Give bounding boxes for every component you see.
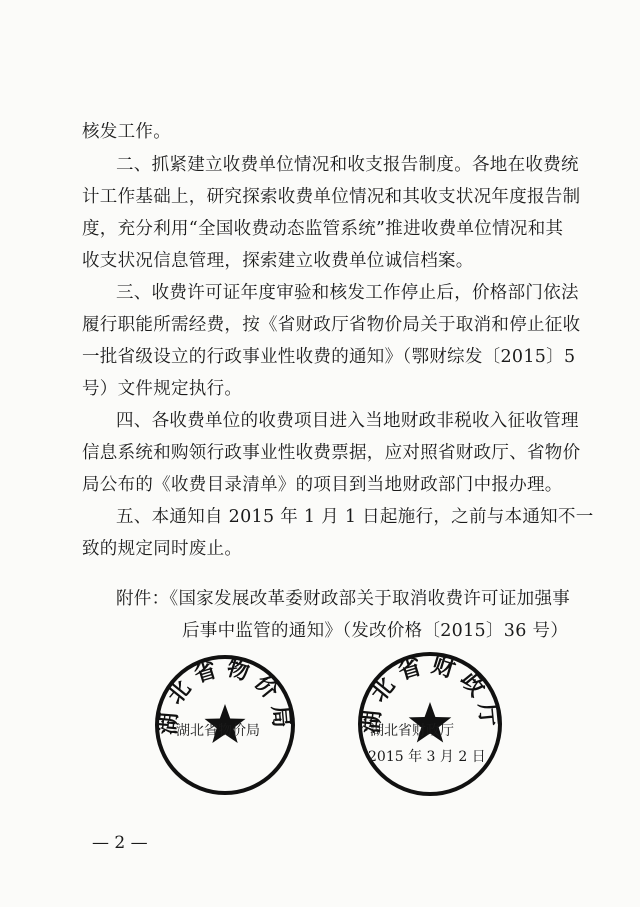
body-line-5: 收支状况信息管理，探索建立收费单位诚信档案。 xyxy=(82,251,474,271)
right-seal-arc-text: 湖北省财政厅 xyxy=(357,651,503,735)
body-line-7: 履行职能所需经费，按《省财政厅省物价局关于取消和停止征收 xyxy=(82,315,581,335)
body-line-1: 核发工作。 xyxy=(82,122,171,142)
left-seal-arc-text: 湖北省物价局 xyxy=(156,655,294,736)
body-line-3: 计工作基础上，研究探索收费单位情况和其收支状况年度报告制 xyxy=(82,187,581,207)
body-line-8: 一批省级设立的行政事业性收费的通知》（鄂财综发〔2015〕5 xyxy=(82,347,576,367)
body-line-11: 信息系统和购领行政事业性收费票据，应对照省财政厅、省物价 xyxy=(82,443,581,463)
signature-date: 2015 年 3 月 2 日 xyxy=(368,749,486,765)
body-line-6: 三、收费许可证年度审验和核发工作停止后，价格部门依法 xyxy=(116,283,579,303)
body-line-9: 号）文件规定执行。 xyxy=(82,379,243,399)
body-line-4: 度，充分利用“全国收费动态监管系统”推进收费单位情况和其 xyxy=(82,219,564,239)
right-signature-name: 湖北省财政厅 xyxy=(370,723,454,739)
attachment-line-2: 后事中监管的通知》（发改价格〔2015〕36 号） xyxy=(182,621,569,641)
body-line-13: 五、本通知自 2015 年 1 月 1 日起施行，之前与本通知不一 xyxy=(116,507,594,527)
page-number: — 2 — xyxy=(92,833,148,853)
left-signature-name: 湖北省物价局 xyxy=(176,723,260,739)
body-line-10: 四、各收费单位的收费项目进入当地财政非税收入征收管理 xyxy=(116,411,579,431)
attachment-line-1: 附件：《国家发展改革委财政部关于取消收费许可证加强事 xyxy=(116,589,571,609)
body-line-14: 致的规定同时废止。 xyxy=(82,539,243,559)
body-line-2: 二、抓紧建立收费单位情况和收支报告制度。各地在收费统 xyxy=(116,155,579,175)
body-line-12: 局公布的《收费目录清单》的项目到当地财政部门中报办理。 xyxy=(82,475,563,495)
